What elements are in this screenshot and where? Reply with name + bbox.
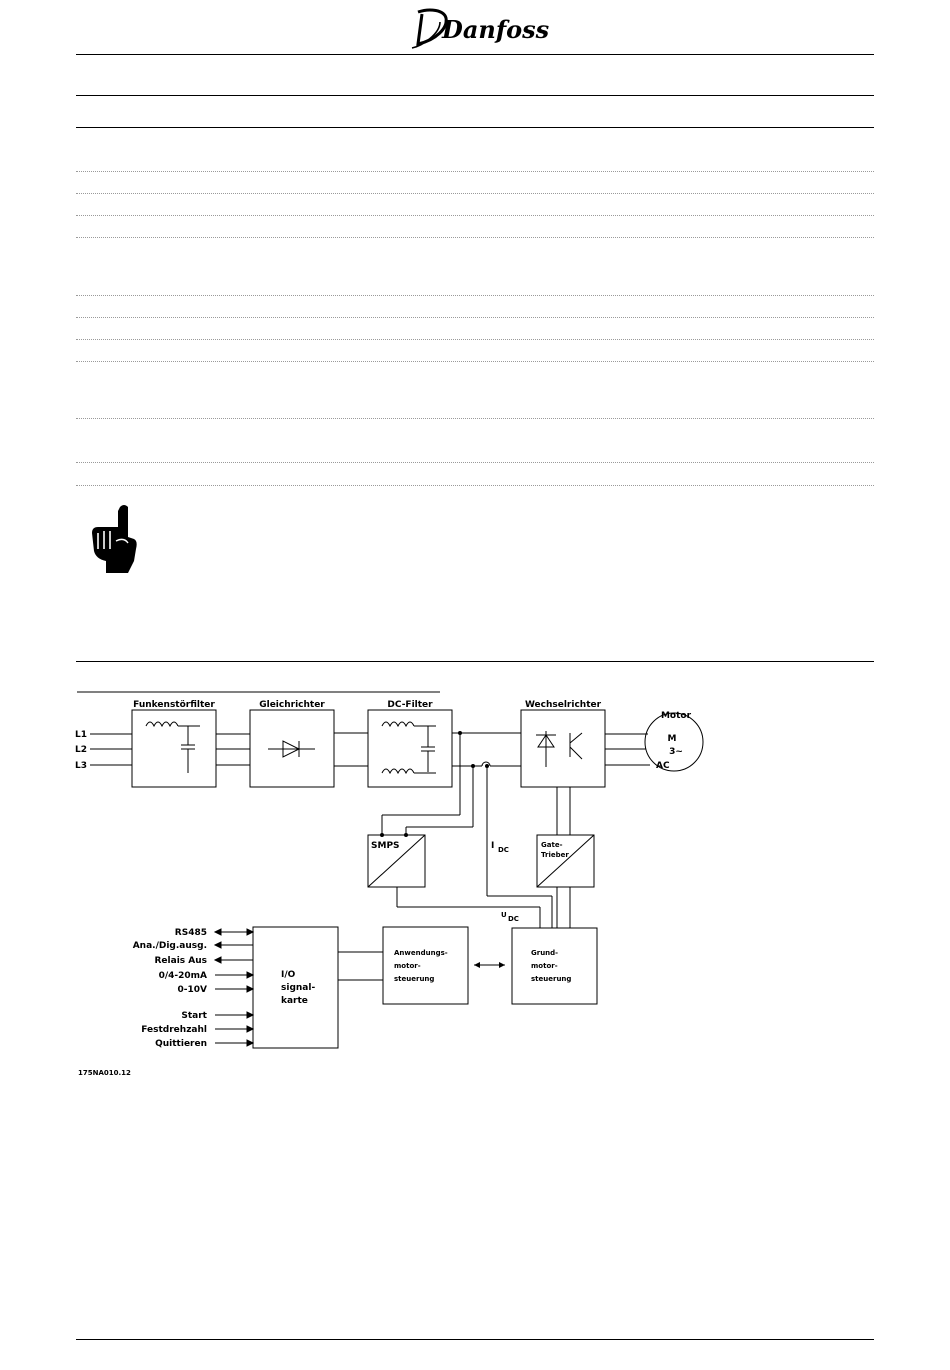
- table-row-separator: [76, 295, 874, 296]
- table-row-separator: [76, 171, 874, 172]
- gate-driver-label: Trieber: [541, 851, 569, 859]
- application-control-label: Anwendungs-: [394, 949, 448, 957]
- io-signal-label: RS485: [174, 928, 207, 938]
- io-card-label: karte: [281, 996, 308, 1006]
- table-row-separator: [76, 485, 874, 486]
- idc-label: I: [491, 841, 495, 851]
- danfoss-logo: [400, 4, 550, 52]
- rfi-filter-label: Funkenstörfilter: [133, 700, 215, 710]
- table-row-separator: [76, 361, 874, 362]
- basic-control-label: motor-: [531, 962, 558, 970]
- table-row-separator: [76, 317, 874, 318]
- pointing-hand-icon: [88, 503, 144, 577]
- motor-label: Motor: [660, 711, 692, 721]
- basic-control-label: Grund-: [531, 949, 559, 957]
- motor-phase-label: 3~: [669, 747, 683, 757]
- dc-filter-label: DC-Filter: [387, 700, 433, 710]
- io-signal-label: 0/4-20mA: [158, 971, 207, 981]
- table-row-separator: [76, 215, 874, 216]
- motor-m-label: M: [667, 734, 677, 744]
- io-card-label: signal-: [281, 983, 316, 993]
- idc-subscript: DC: [498, 846, 509, 854]
- io-signal-label: Ana./Dig.ausg.: [132, 941, 207, 951]
- header-rule-bottom: [76, 127, 874, 128]
- header-rule-mid: [76, 95, 874, 96]
- inverter-label: Wechselrichter: [524, 700, 602, 710]
- io-signal-label: Festdrehzahl: [141, 1025, 207, 1035]
- table-row-separator: [76, 462, 874, 463]
- gate-driver-label: Gate-: [541, 841, 563, 849]
- io-signal-label: 0-10V: [177, 985, 207, 995]
- io-signal-label: Relais Aus: [154, 956, 207, 966]
- section-rule: [76, 661, 874, 662]
- io-card-label: I/O: [281, 970, 296, 980]
- footer-rule: [76, 1339, 874, 1340]
- table-row-separator: [76, 418, 874, 419]
- io-signal-label: Start: [181, 1011, 207, 1021]
- frequency-converter-block-diagram: [70, 685, 720, 1085]
- motor-ac-label: AC: [656, 761, 670, 771]
- header-rule-top: [76, 54, 874, 55]
- phase-label: L1: [75, 730, 87, 740]
- table-row-separator: [76, 193, 874, 194]
- io-signal-label: Quittieren: [155, 1039, 207, 1049]
- application-control-label: steuerung: [394, 975, 435, 983]
- smps-label: SMPS: [371, 841, 400, 851]
- svg-text:Danfoss: Danfoss: [442, 15, 550, 44]
- table-row-separator: [76, 237, 874, 238]
- application-control-label: motor-: [394, 962, 421, 970]
- phase-label: L2: [75, 745, 87, 755]
- udc-subscript: DC: [508, 915, 519, 923]
- table-row-separator: [76, 339, 874, 340]
- basic-control-label: steuerung: [531, 975, 572, 983]
- udc-label: U: [501, 911, 507, 919]
- figure-code: 175NA010.12: [78, 1069, 131, 1077]
- inverter-block: [521, 710, 605, 787]
- phase-label: L3: [75, 761, 87, 771]
- rectifier-label: Gleichrichter: [259, 700, 325, 710]
